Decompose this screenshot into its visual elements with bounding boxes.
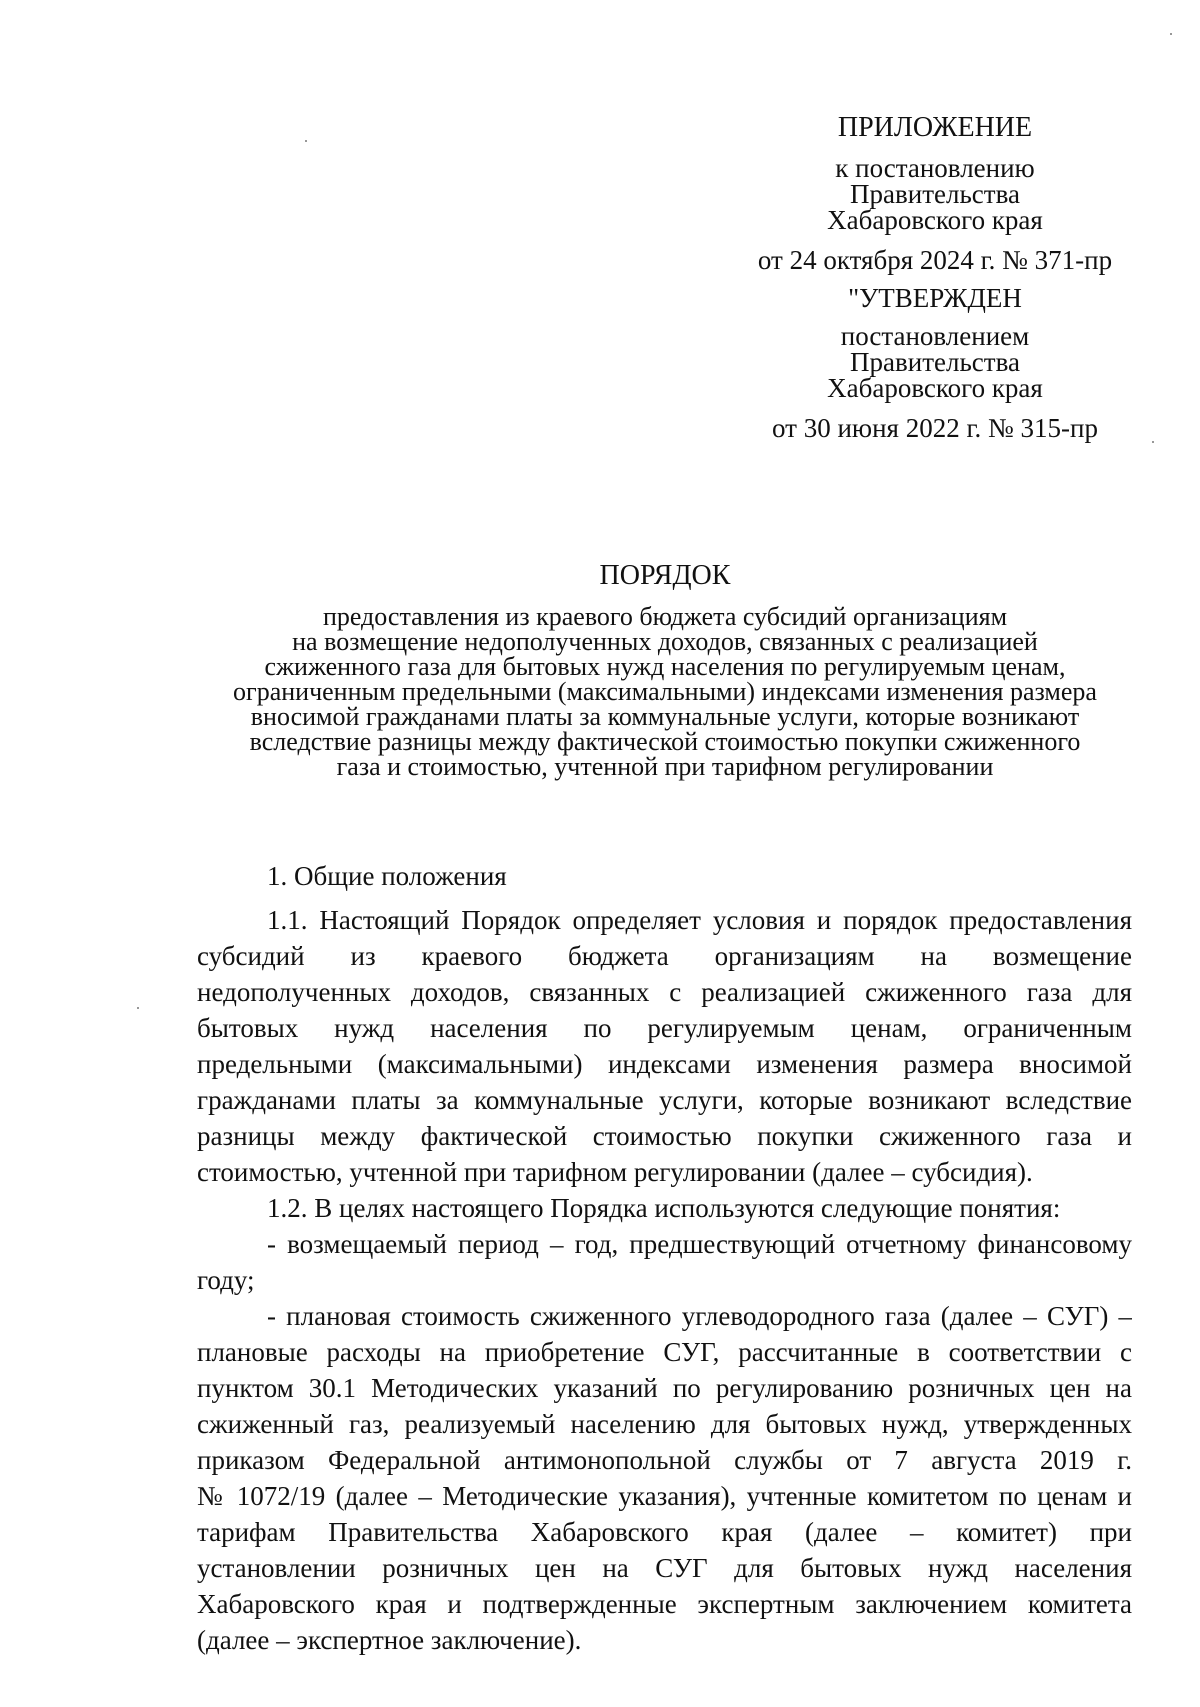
approved-by-line: Хабаровского края — [827, 373, 1043, 403]
paragraph-line: установлении розничных цен на СУГ для бытовых нужд населения — [197, 1553, 1132, 1583]
paragraph-line: гражданами платы за коммунальные услуги, которые возникают вследствие — [197, 1085, 1132, 1115]
subtitle-line: предоставления из краевого бюджета субсидий организациям — [322, 602, 1008, 631]
subtitle-line: сжиженного газа для бытовых нужд населения по регулируемым ценам, — [264, 652, 1066, 681]
approved-by-line: постановлением — [840, 321, 1030, 351]
document-title: ПОРЯДОК — [599, 560, 731, 591]
paragraph-line: 1.2. В целях настоящего Порядка используются следующие понятия: — [267, 1193, 1061, 1223]
appendix-to-line: к постановлению — [835, 153, 1035, 183]
section-heading: 1. Общие положения — [267, 861, 507, 891]
approved-date: от 30 июня 2022 г. № 315-пр — [772, 413, 1098, 443]
paragraph-line: (далее – экспертное заключение). — [197, 1625, 582, 1655]
approved-heading: "УТВЕРЖДЕН — [848, 283, 1022, 313]
scan-speck — [1152, 441, 1154, 443]
paragraph-line: субсидий из краевого бюджета организациям на возмещение — [197, 941, 1132, 971]
paragraph-line: 1.1. Настоящий Порядок определяет условия и порядок предоставления — [267, 905, 1132, 935]
paragraph-line: - плановая стоимость сжиженного углеводородного газа (далее – СУГ) – — [267, 1301, 1132, 1331]
paragraph-1-2 — [197, 1190, 1132, 1226]
subtitle-line: вследствие разницы между фактической стоимостью покупки сжиженного — [249, 727, 1081, 756]
paragraph-line: недополученных доходов, связанных с реализацией сжиженного газа для — [197, 977, 1132, 1007]
subtitle-line: ограниченным предельными (максимальными) индексами изменения размера — [233, 677, 1097, 706]
appendix-to-line: Хабаровского края — [827, 205, 1043, 235]
paragraph-line: - возмещаемый период – год, предшествующий отчетному финансовому — [267, 1229, 1132, 1259]
paragraph-line: пунктом 30.1 Методических указаний по регулированию розничных цен на — [197, 1373, 1132, 1403]
scan-speck — [305, 140, 307, 142]
subtitle-line: на возмещение недополученных доходов, связанных с реализацией — [292, 627, 1038, 656]
definition-reimbursed-period — [197, 1226, 1132, 1298]
appendix-date: от 24 октября 2024 г. № 371-пр — [757, 245, 1113, 275]
paragraph-line: году; — [197, 1265, 255, 1295]
paragraph-line: приказом Федеральной антимонопольной службы от 7 августа 2019 г. — [197, 1445, 1132, 1475]
appendix-block — [745, 113, 1125, 441]
paragraph-1-1 — [197, 902, 1132, 1190]
paragraph-line: Хабаровского края и подтвержденные экспертным заключением комитета — [197, 1589, 1132, 1619]
scan-speck — [137, 1007, 139, 1009]
scan-speck — [1170, 33, 1172, 35]
approved-by-line: Правительства — [850, 347, 1020, 377]
paragraph-line: сжиженный газ, реализуемый населению для бытовых нужд, утвержденных — [197, 1409, 1132, 1439]
paragraph-line: стоимостью, учтенной при тарифном регулировании (далее – субсидия). — [197, 1157, 1033, 1187]
paragraph-line: № 1072/19 (далее – Методические указания), учтенные комитетом по ценам и — [197, 1481, 1132, 1511]
appendix-to-line: Правительства — [850, 179, 1020, 209]
paragraph-line: плановые расходы на приобретение СУГ, рассчитанные в соответствии с — [197, 1337, 1132, 1367]
paragraph-line: бытовых нужд населения по регулируемым ценам, ограниченным — [197, 1013, 1132, 1043]
paragraph-line: разницы между фактической стоимостью покупки сжиженного газа и — [197, 1121, 1132, 1151]
subtitle-line: газа и стоимостью, учтенной при тарифном регулировании — [336, 752, 994, 781]
paragraph-line: предельными (максимальными) индексами изменения размера вносимой — [197, 1049, 1132, 1079]
subtitle-line: вносимой гражданами платы за коммунальные услуги, которые возникают — [250, 702, 1080, 731]
document-subtitle — [190, 604, 1140, 779]
paragraph-line: тарифам Правительства Хабаровского края (далее – комитет) при — [197, 1517, 1132, 1547]
appendix-heading: ПРИЛОЖЕНИЕ — [837, 112, 1033, 143]
definition-planned-cost — [197, 1298, 1132, 1658]
document-body — [197, 858, 1132, 1658]
